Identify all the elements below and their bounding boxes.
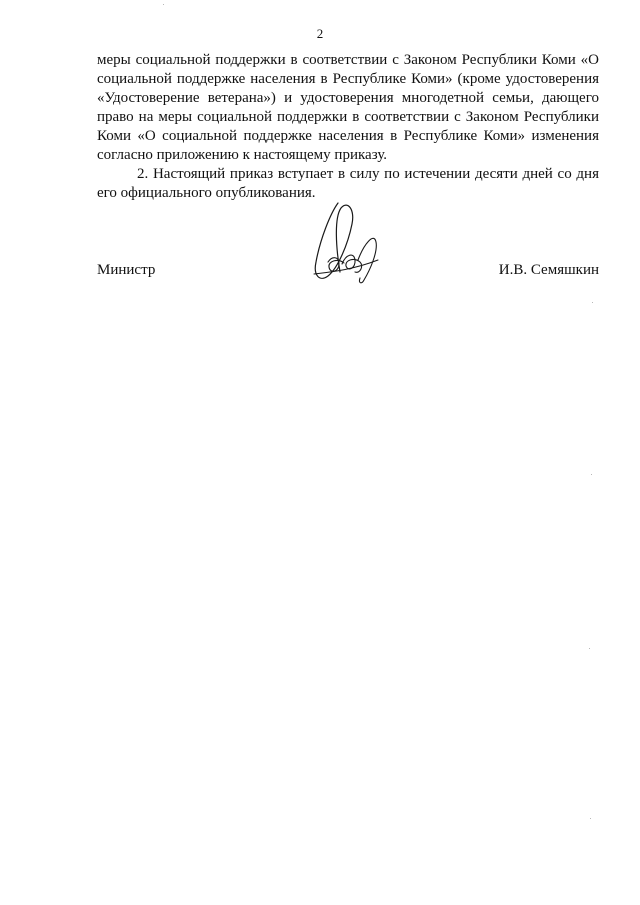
scan-speck — [589, 648, 590, 649]
scan-speck — [163, 4, 164, 5]
scan-speck — [590, 818, 591, 819]
page-number: 2 — [316, 26, 324, 41]
scan-speck — [592, 302, 593, 303]
document-body — [97, 51, 599, 203]
signer-title: Министр — [97, 262, 156, 278]
paragraph-2: 2. Настоящий приказ вступает в силу по истечении десяти дней со дня его официального опубликования. — [97, 166, 599, 201]
scan-speck — [591, 474, 592, 475]
signer-name: И.В. Семяшкин — [498, 262, 599, 278]
handwritten-signature — [308, 200, 384, 286]
paragraph-1: меры социальной поддержки в соответствии с Законом Республики Коми «О социальной поддержке населения в Республике Коми» (кроме удостоверения «Удостоверение ветерана») и удостоверения многодетной семьи, дающего право на меры социальной поддержки в соответствии с Законом Республики Коми «О социальной поддержке населения в Республике Коми» изменения согласно приложению к настоящему приказу. — [97, 52, 599, 163]
